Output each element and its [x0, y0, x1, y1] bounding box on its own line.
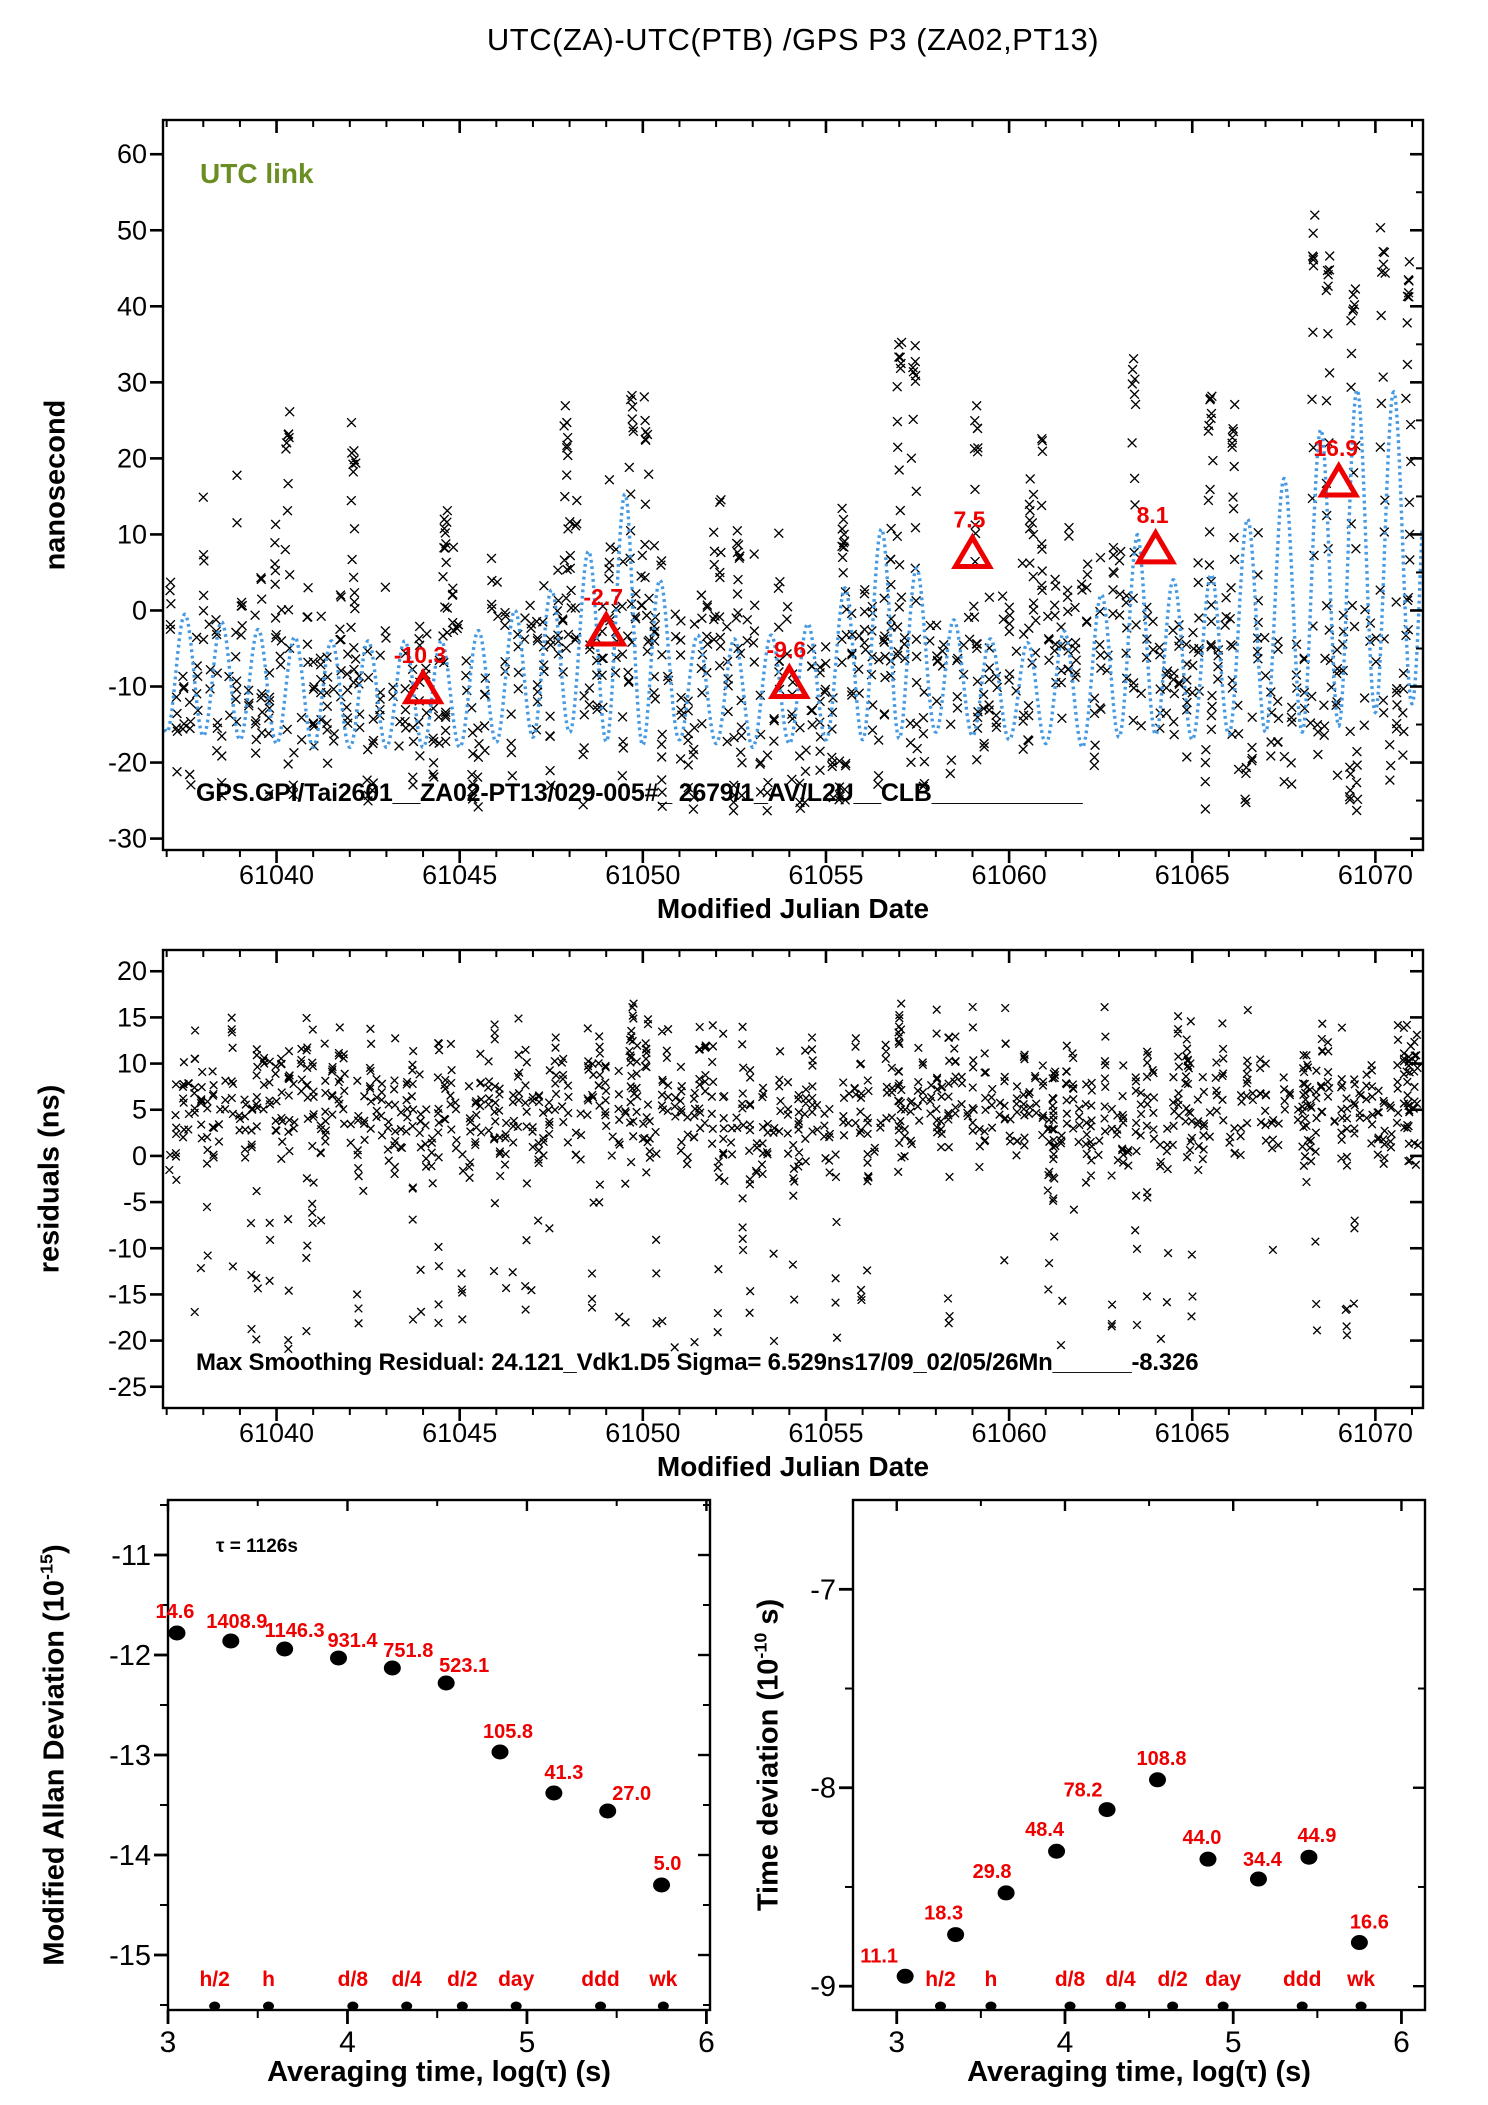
x-axis-tick-label: 61060: [971, 1418, 1047, 1448]
time-scale-label: wk: [649, 1968, 678, 1991]
data-point-value-label: 751.8: [383, 1640, 434, 1662]
x-axis-tick-label: 61055: [788, 860, 864, 890]
x-axis-tick-label: 61050: [605, 860, 681, 890]
time-scale-label: wk: [1347, 1968, 1376, 1991]
data-point: [653, 1878, 670, 1893]
time-scale-label: day: [1205, 1968, 1242, 1991]
data-point-value-label: 29.8: [972, 1860, 1012, 1883]
x-axis-tick-label: 61045: [422, 860, 498, 890]
data-point-value-label: 105.8: [482, 1721, 534, 1743]
data-point-value-label: 18.3: [924, 1902, 964, 1925]
middle-inline-label: Max Smoothing Residual: 24.121_Vdk1.D5 Sigma= 6.529ns17/09_02/05/26Mn______-8.326: [196, 1349, 1199, 1376]
time-scale-label: d/8: [1054, 1968, 1086, 1991]
y-axis-tick-label: 15: [116, 1002, 147, 1033]
time-scale-label: d/8: [337, 1968, 369, 1991]
data-point-value-label: 1146.3: [264, 1620, 325, 1642]
y-axis-tick-label: 40: [116, 291, 147, 322]
data-point-value-label: 41.3: [544, 1762, 584, 1784]
pivot-value-label: 7.5: [953, 506, 986, 533]
top-inline-label: GPS.GPI/Tai2601__ZA02-PT13/029-005#_ 2679/1_AV/L2U__CLB___________: [196, 779, 1083, 807]
time-scale-label: d/4: [391, 1968, 422, 1991]
y-axis-tick-label: 10: [116, 1048, 147, 1079]
page-title: UTC(ZA)-UTC(PTB) /GPS P3 (ZA02,PT13): [486, 22, 1100, 57]
x-axis-tick-label: 61040: [238, 1418, 315, 1448]
y-axis-tick-label: 20: [116, 443, 147, 474]
x-axis-tick-label: 6: [1393, 2026, 1410, 2059]
y-axis-tick-label: -15: [107, 1279, 147, 1310]
y-axis-tick-label: 0: [131, 595, 147, 626]
data-point-value-label: 78.2: [1063, 1779, 1103, 1802]
axis-spine: [163, 120, 1423, 850]
data-point: [1300, 1850, 1317, 1865]
y-axis-tick-label: -20: [107, 747, 147, 778]
data-point: [276, 1642, 293, 1657]
data-point: [1099, 1802, 1116, 1817]
x-axis-tick-label: 61050: [605, 1418, 681, 1448]
y-axis-tick-label: -9: [810, 1971, 836, 2004]
time-scale-axis-dot: [985, 2002, 996, 2011]
x-axis-tick-label: 61055: [788, 1418, 864, 1448]
pivot-triangle: [955, 537, 989, 566]
time-scale-axis-dot: [1356, 2002, 1367, 2011]
time-scale-label: ddd: [1282, 1968, 1322, 1991]
y-axis-tick-label: 20: [116, 956, 147, 987]
adev-x-axis-title: Averaging time, log(τ) (s): [267, 2056, 611, 2088]
data-point: [1149, 1772, 1166, 1787]
time-scale-label: d/4: [1105, 1968, 1136, 1991]
pivot-value-label: 16.9: [1313, 434, 1359, 461]
data-point-value-label: 16.6: [1349, 1911, 1389, 1934]
x-axis-tick-label: 5: [1224, 2026, 1242, 2059]
time-scale-axis-dot: [347, 2002, 358, 2011]
data-point-value-label: 5.0: [653, 1853, 682, 1875]
scatter-x-marker-path: [166, 1000, 1422, 1353]
time-scale-axis-dot: [209, 2002, 220, 2011]
time-scale-axis-dot: [457, 2002, 468, 2011]
data-point: [438, 1676, 455, 1691]
time-scale-axis-dot: [1167, 2002, 1178, 2011]
time-scale-label: d/2: [447, 1968, 478, 1991]
data-point: [384, 1661, 401, 1676]
y-axis-tick-label: -10: [107, 1233, 147, 1264]
tdev-y-axis-title-close: s): [752, 1598, 785, 1633]
y-axis-tick-label: -15: [109, 1940, 151, 1972]
x-axis-tick-label: 4: [1056, 2026, 1074, 2059]
data-point-value-label: 931.4: [327, 1630, 378, 1652]
y-axis-tick-label: 10: [116, 519, 147, 550]
data-point: [599, 1804, 616, 1819]
time-scale-label: h/2: [925, 1968, 956, 1991]
tdev-y-axis-title-text: Time deviation (10: [752, 1658, 785, 1912]
y-axis-tick-label: -12: [109, 1640, 151, 1672]
middle-y-axis-title: residuals (ns): [33, 1084, 66, 1274]
adev-y-axis-title-close: ): [38, 1544, 71, 1555]
data-point-value-label: 1408.9: [206, 1611, 268, 1633]
x-axis-tick-label: 4: [339, 2026, 356, 2059]
middle-x-axis-title: Modified Julian Date: [656, 1451, 930, 1482]
data-point-value-label: 108.8: [1136, 1747, 1187, 1770]
adev-y-axis-title: [37, 1544, 72, 1965]
data-point: [1250, 1872, 1267, 1887]
pivot-value-label: -2.7: [583, 584, 624, 610]
data-point: [222, 1634, 239, 1649]
x-axis-tick-label: 61070: [1337, 1418, 1413, 1448]
x-axis-tick-label: 6: [698, 2026, 715, 2059]
data-point-value-label: 44.0: [1182, 1827, 1222, 1850]
data-point-value-label: 27.0: [612, 1783, 652, 1805]
time-scale-axis-dot: [263, 2002, 274, 2011]
adev-y-axis-title-exp: -15: [36, 1554, 57, 1581]
top-x-axis-title: Modified Julian Date: [656, 893, 930, 924]
tdev-y-axis-title: [751, 1599, 786, 1911]
data-point-value-label: 48.4: [1025, 1819, 1065, 1842]
data-point: [1199, 1852, 1216, 1867]
x-axis-tick-label: 3: [159, 2026, 177, 2059]
data-point: [492, 1745, 509, 1760]
time-scale-axis-dot: [1115, 2002, 1126, 2011]
adev-tau-annotation: τ = 1126s: [216, 1536, 298, 1557]
y-axis-tick-label: -20: [107, 1325, 147, 1356]
pivot-triangle: [1139, 533, 1173, 562]
data-point: [897, 1969, 914, 1984]
top-y-axis-title: nanosecond: [39, 399, 72, 571]
y-axis-tick-label: -5: [122, 1187, 147, 1218]
data-point: [947, 1927, 964, 1942]
pivot-value-label: 8.1: [1136, 501, 1169, 528]
x-axis-tick-label: 5: [518, 2026, 536, 2059]
time-scale-axis-dot: [935, 2002, 946, 2011]
y-axis-tick-label: -14: [109, 1840, 151, 1872]
time-scale-axis-dot: [1218, 2002, 1229, 2011]
y-axis-tick-label: -11: [111, 1540, 151, 1572]
time-scale-label: d/2: [1157, 1968, 1188, 1991]
time-scale-axis-dot: [511, 2002, 522, 2011]
y-axis-tick-label: -25: [107, 1371, 147, 1402]
y-axis-tick-label: 50: [116, 215, 147, 246]
data-point-value-label: 11.1: [860, 1945, 899, 1968]
y-axis-tick-label: 5: [131, 1094, 147, 1125]
data-point: [545, 1786, 562, 1801]
data-point-value-label: 34.4: [1242, 1849, 1282, 1872]
y-axis-tick-label: 60: [116, 139, 147, 170]
data-point: [168, 1626, 185, 1641]
x-axis-tick-label: 61040: [238, 860, 315, 890]
data-point: [330, 1651, 347, 1666]
time-scale-axis-dot: [658, 2002, 669, 2011]
time-scale-label: h: [984, 1968, 998, 1991]
axis-spine: [168, 1500, 710, 2010]
y-axis-tick-label: -8: [810, 1772, 836, 1805]
x-axis-tick-label: 61060: [971, 860, 1047, 890]
x-axis-tick-label: 61065: [1154, 1418, 1230, 1448]
x-axis-tick-label: 61065: [1154, 860, 1230, 890]
y-axis-tick-label: -7: [810, 1574, 836, 1607]
time-scale-axis-dot: [1297, 2002, 1308, 2011]
data-point-value-label: 44.9: [1297, 1825, 1337, 1848]
x-axis-tick-label: 61070: [1337, 860, 1413, 890]
time-scale-label: h/2: [199, 1968, 230, 1991]
time-scale-label: day: [498, 1968, 535, 1991]
y-axis-tick-label: 30: [116, 367, 147, 398]
time-scale-axis-dot: [595, 2002, 606, 2011]
x-axis-tick-label: 3: [888, 2026, 906, 2059]
y-axis-tick-label: -10: [107, 671, 147, 702]
y-axis-tick-label: -30: [107, 823, 147, 854]
pivot-value-label: -9.6: [766, 636, 807, 663]
time-scale-axis-dot: [1065, 2002, 1076, 2011]
utc-link-label: UTC link: [200, 158, 314, 189]
pivot-value-label: -10.3: [393, 641, 447, 668]
tdev-x-axis-title: Averaging time, log(τ) (s): [967, 2056, 1311, 2088]
data-point-value-label: 523.1: [439, 1655, 490, 1677]
data-point: [998, 1885, 1015, 1900]
x-axis-tick-label: 61045: [422, 1418, 498, 1448]
y-axis-tick-label: 0: [131, 1140, 147, 1171]
data-point: [1048, 1844, 1065, 1859]
y-axis-tick-label: -13: [109, 1740, 151, 1772]
time-scale-axis-dot: [401, 2002, 412, 2011]
data-point-value-label: 14.6: [155, 1601, 195, 1623]
data-point: [1351, 1935, 1368, 1950]
adev-y-axis-title-text: Modified Allan Deviation (10: [38, 1580, 71, 1966]
time-scale-label: h: [262, 1968, 275, 1991]
tdev-y-axis-title-exp: -10: [750, 1632, 771, 1659]
time-scale-label: ddd: [581, 1968, 620, 1991]
